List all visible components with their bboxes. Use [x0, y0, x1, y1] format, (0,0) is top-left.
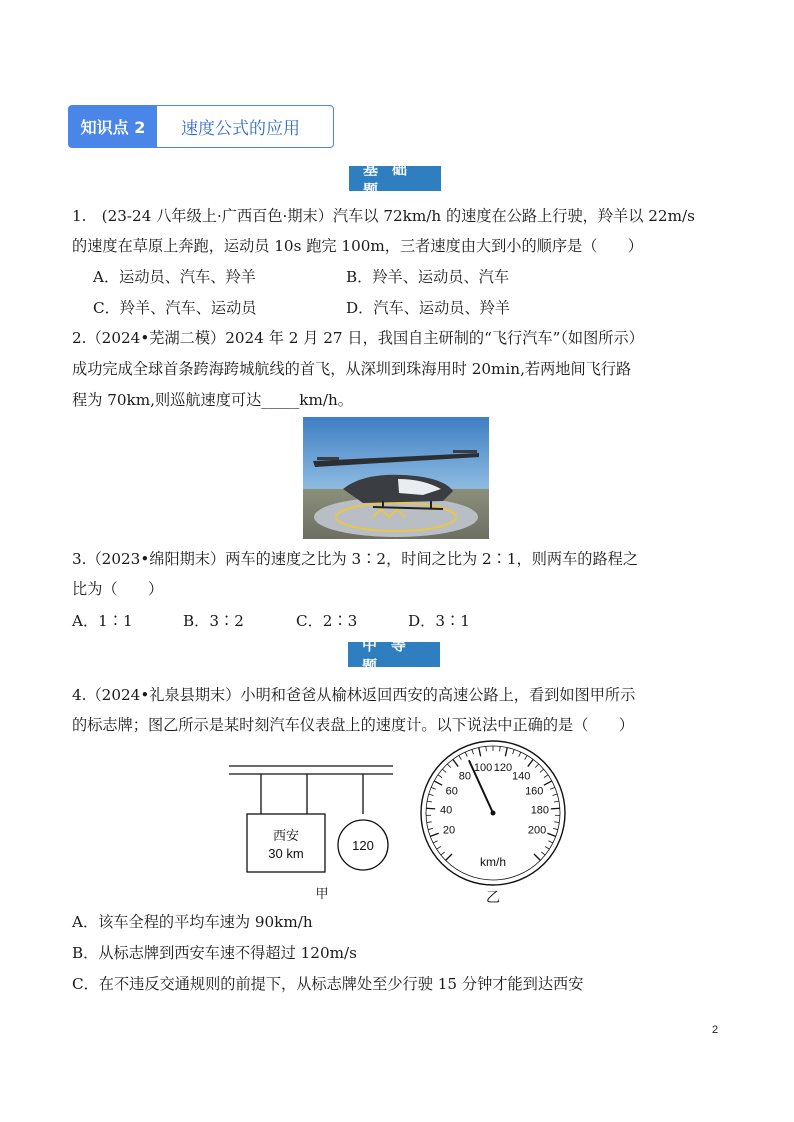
figure-yi-speedometer — [418, 738, 568, 908]
page-number: 2 — [712, 1024, 719, 1036]
q4-stem-line1: 4.（2024•礼泉县期末）小明和爸爸从榆林返回西安的高速公路上，看到如图甲所示 — [72, 686, 636, 704]
badge-basic: 基础题 — [349, 166, 441, 191]
section-number: 知识点 2 — [69, 106, 157, 147]
distance-sign-board — [247, 814, 325, 872]
q3-option-b: B．3∶2 — [183, 612, 244, 630]
q2-stem-line1: 2.（2024•芜湖二模）2024 年 2 月 27 日，我国自主研制的“飞行汽车”（如图所示） — [72, 329, 644, 347]
gauge-tick-label: 180 — [530, 804, 550, 817]
q1-stem-line2: 的速度在草原上奔跑，运动员 10s 跑完 100m，三者速度由大到小的顺序是（ ） — [72, 237, 643, 255]
gauge-tick-label: 200 — [527, 824, 547, 837]
q3-stem-line2: 比为（ ） — [72, 580, 164, 598]
q4-option-b: B．从标志牌到西安车速不得超过 120m/s — [72, 944, 357, 962]
q4-stem-line2: 的标志牌；图乙所示是某时刻汽车仪表盘上的速度计。以下说法中正确的是（ ） — [72, 716, 634, 734]
q2-stem-line2: 成功完成全球首条跨海跨城航线的首飞，从深圳到珠海用时 20min,若两地间飞行路 — [72, 360, 632, 378]
sign-distance-text: 30 km — [268, 846, 304, 861]
q3-option-d: D．3∶1 — [408, 612, 470, 630]
label-yi: 乙 — [486, 890, 500, 906]
q1-option-b: B．羚羊、运动员、汽车 — [346, 268, 510, 286]
gauge-hub — [491, 811, 496, 816]
badge-medium: 中等题 — [348, 642, 440, 667]
q1-option-a: A．运动员、汽车、羚羊 — [93, 268, 256, 286]
gauge-tick — [500, 746, 501, 751]
gauge-tick — [426, 808, 435, 809]
gauge-tick-label: 100 — [473, 762, 493, 775]
gauge-tick-label: 80 — [458, 770, 471, 783]
q1-option-c: C．羚羊、汽车、运动员 — [93, 299, 257, 317]
gauge-tick-label: 40 — [439, 804, 453, 817]
gauge-tick-label: 140 — [511, 770, 531, 783]
section-title: 速度公式的应用 — [181, 119, 300, 139]
sign-limit-text: 120 — [352, 838, 374, 853]
gauge-tick — [486, 746, 487, 751]
gauge-tick-label: 160 — [525, 785, 544, 798]
q4-option-c: C．在不违反交通规则的前提下，从标志牌处至少行驶 15 分钟才能到达西安 — [72, 975, 584, 993]
figure-jia-road-sign — [225, 762, 397, 904]
q2-stem-line3: 程为 70km,则巡航速度可达_____km/h。 — [72, 391, 353, 409]
q1-option-d: D．汽车、运动员、羚羊 — [346, 299, 511, 317]
q3-option-a: A．1∶1 — [72, 612, 133, 630]
sign-city-text: 西安 — [272, 828, 300, 843]
q3-stem-line1: 3.（2023•绵阳期末）两车的速度之比为 3∶2，时间之比为 2∶1，则两车的路程之 — [72, 550, 639, 568]
gauge-tick-label: 120 — [493, 762, 513, 775]
flying-car-photo — [303, 417, 489, 539]
q3-option-c: C．2∶3 — [296, 612, 358, 630]
label-jia: 甲 — [315, 887, 329, 902]
gauge-tick — [551, 808, 560, 809]
section-header — [68, 105, 334, 148]
gauge-tick-label: 60 — [445, 785, 458, 798]
q1-stem-line1: 1. (23-24 八年级上·广西百色·期末）汽车以 72km/h 的速度在公路上行驶，羚羊以 22m/s — [72, 207, 695, 225]
gauge-tick-label: 20 — [442, 824, 456, 837]
gauge-unit: km/h — [479, 855, 507, 869]
q4-option-a: A．该车全程的平均车速为 90km/h — [72, 913, 313, 931]
